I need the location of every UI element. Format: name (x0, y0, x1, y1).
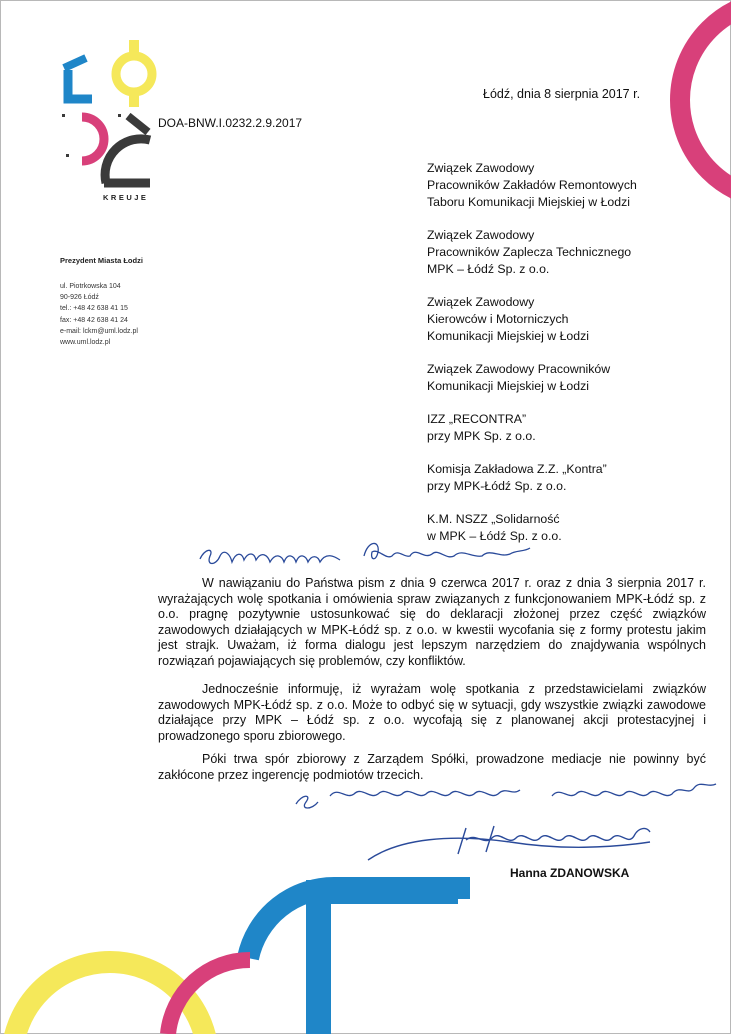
recipient-line: Kierowców i Motorniczych (427, 312, 569, 326)
recipient-line: Związek Zawodowy Pracowników (427, 362, 611, 376)
recipient-line: przy MPK Sp. z o.o. (427, 429, 536, 443)
recipient-block (427, 227, 717, 278)
body-paragraph-1: W nawiązaniu do Państwa pism z dnia 9 czerwca 2017 r. oraz z dnia 3 sierpnia 2017 r. wyrażających wolę spotkania i omówienia spraw związanych z funkcjonowaniem MPK-Łódź sp. z o.o. pragnę pozytywnie ustosunkować się do deklaracji złożonej przez część związków zawodowych działających w MPK-Łódź sp. z o.o. w kwestii wycofania się z formy protestu jakim jest strajk. Uważam, iż forma dialogu jest lepszym narzędziem do znajdywania wspólnych rozwiązań pojawiających się problemów, czy konfliktów. (158, 576, 706, 668)
recipients-list (427, 160, 717, 561)
sender-address-line: fax: +48 42 638 41 24 (60, 316, 128, 324)
lodz-logo (62, 40, 152, 183)
recipient-line: IZZ „RECONTRA” (427, 412, 527, 426)
body-paragraph-3: Póki trwa spór zbiorowy z Zarządem Spółki, prowadzone mediacje nie powinny być zakłócone przez ingerencję podmiotów trzecich. (158, 752, 706, 782)
logo-tagline: KREUJE (103, 193, 149, 202)
sender-address-line: e-mail: lckm@uml.lodz.pl (60, 327, 138, 335)
sender-address-line: 90-926 Łódź (60, 294, 99, 302)
sender-address-line: www.uml.lodz.pl (60, 339, 111, 347)
recipient-block (427, 511, 717, 545)
sender-address (60, 281, 138, 348)
recipient-line: Pracowników Zaplecza Technicznego (427, 245, 632, 259)
body-paragraph-2: Jednocześnie informuję, iż wyrażam wolę spotkania z przedstawicielami związków zawodowych MPK-Łódź sp. z o.o. Może to odbyć się w sytuacji, gdy wszystkie związki zawodowe działające przy MPK – Łódź sp. z o.o. wycofają się z planowanej akcji protestacyjnej i prowadzonego sporu zbiorowego. (158, 682, 706, 743)
place-date: Łódź, dnia 8 sierpnia 2017 r. (483, 87, 641, 101)
reference-number: DOA-BNW.I.0232.2.9.2017 (158, 116, 303, 130)
recipient-line: Związek Zawodowy (427, 295, 535, 309)
signer-name: Hanna ZDANOWSKA (510, 866, 630, 880)
recipient-block (427, 461, 717, 495)
recipient-block (427, 160, 717, 211)
recipient-line: Związek Zawodowy (427, 228, 535, 242)
recipient-line: MPK – Łódź Sp. z o.o. (427, 262, 550, 276)
recipient-line: Taboru Komunikacji Miejskiej w Łodzi (427, 195, 630, 209)
recipient-line: Komisja Zakładowa Z.Z. „Kontra” (427, 462, 607, 476)
recipient-line: w MPK – Łódź Sp. z o.o. (427, 529, 562, 543)
recipient-line: K.M. NSZZ „Solidarność (427, 512, 560, 526)
recipient-line: Komunikacji Miejskiej w Łodzi (427, 379, 589, 393)
sender-address-line: tel.: +48 42 638 41 15 (60, 305, 128, 313)
recipient-line: przy MPK-Łódź Sp. z o.o. (427, 479, 567, 493)
sender-address-line: ul. Piotrkowska 104 (60, 283, 121, 290)
recipient-block (427, 411, 717, 445)
signature (368, 826, 650, 860)
recipient-block (427, 361, 717, 395)
recipient-block (427, 294, 717, 345)
recipient-line: Komunikacji Miejskiej w Łodzi (427, 329, 589, 343)
recipient-line: Pracowników Zakładów Remontowych (427, 178, 637, 192)
recipient-line: Związek Zawodowy (427, 161, 535, 175)
sender-title: Prezydent Miasta Łodzi (60, 256, 143, 265)
handwritten-closing (296, 784, 716, 808)
blue-horizontal-bar (318, 880, 458, 904)
